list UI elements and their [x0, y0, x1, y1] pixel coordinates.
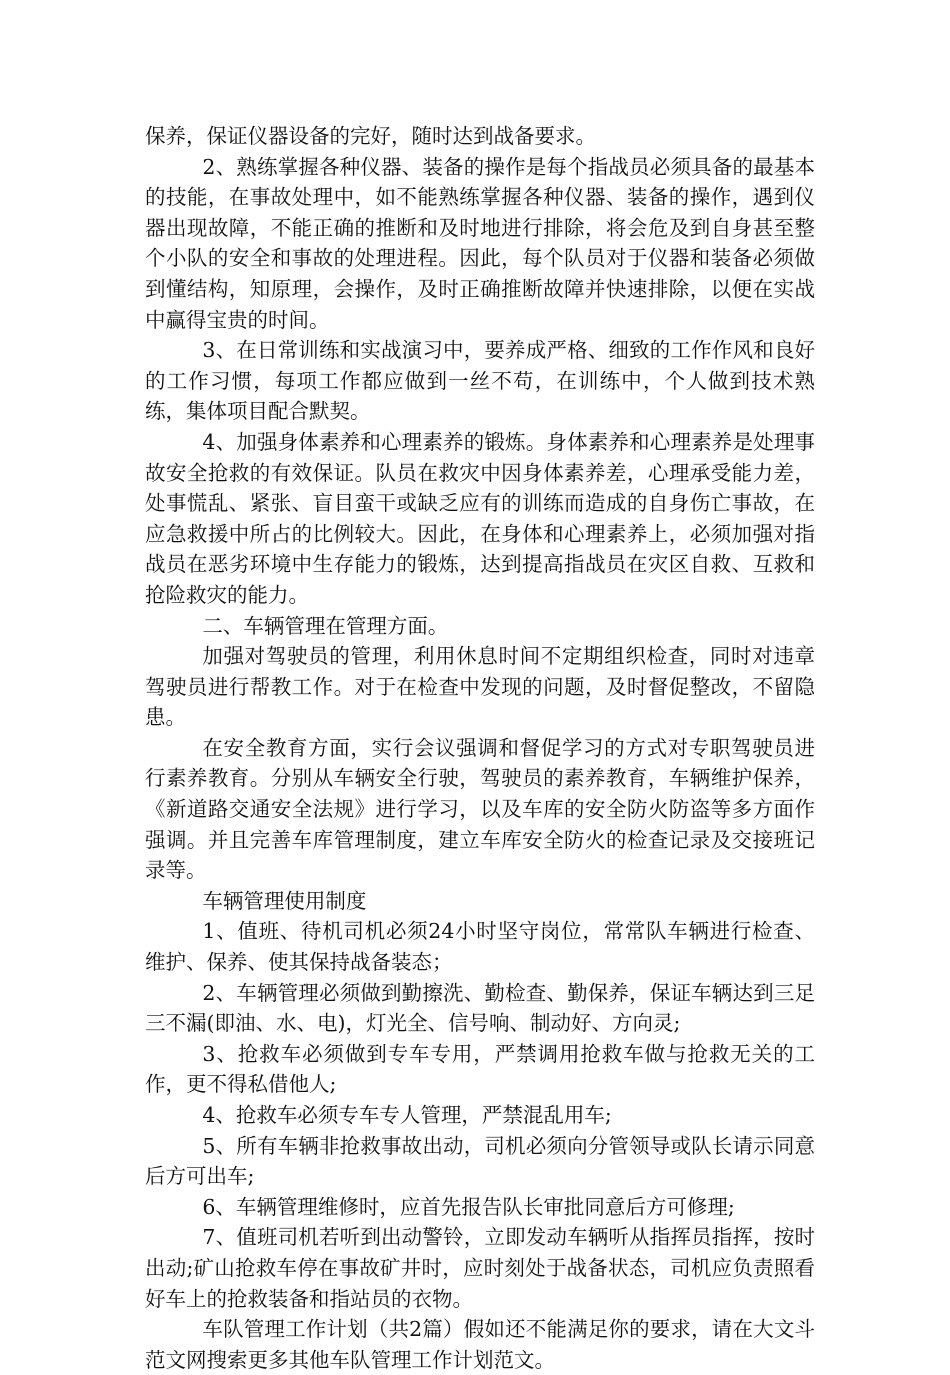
document-body [145, 121, 815, 1375]
rule-item-2: 2、车辆管理必须做到勤擦洗、勤检查、勤保养，保证车辆达到三足三不漏(即油、水、电)，灯光全、信号响、制动好、方向灵; [145, 980, 815, 1036]
paragraph-safety-education: 在安全教育方面，实行会议强调和督促学习的方式对专职驾驶员进行素养教育。分别从车辆安全行驶，驾驶员的素养教育，车辆维护保养，《新道路交通安全法规》进行学习，以及车库的安全防火防盗等多方面作强调。并且完善车库管理制度，建立车库安全防火的检查记录及交接班记录等。 [145, 735, 815, 883]
subheading-usage-rules: 车辆管理使用制度 [202, 888, 367, 913]
section-heading-vehicle-management: 二、车辆管理在管理方面。 [202, 613, 449, 638]
rule-item-7: 7、值班司机若听到出动警铃，立即发动车辆听从指挥员指挥，按时出动;矿山抢救车停在事故矿井时，应时刻处于战备状态，司机应负责照看好车上的抢救装备和指站员的衣物。 [145, 1225, 815, 1311]
closing-paragraph: 车队管理工作计划（共2篇）假如还不能满足你的要求，请在大文斗范文网搜索更多其他车队管理工作计划范文。 [145, 1317, 815, 1372]
rule-item-6: 6、车辆管理维修时，应首先报告队长审批同意后方可修理; [202, 1194, 735, 1219]
rule-item-3: 3、抢救车必须做到专车专用，严禁调用抢救车做与抢救无关的工作，更不得私借他人; [145, 1041, 815, 1097]
rule-item-5: 5、所有车辆非抢救事故出动，司机必须向分管领导或队长请示同意后方可出车; [145, 1133, 815, 1189]
paragraph-item-4: 4、加强身体素养和心理素养的锻炼。身体素养和心理素养是处理事故安全抢救的有效保证。队员在救灾中因身体素养差，心理承受能力差，处事慌乱、紧张、盲目蛮干或缺乏应有的训练而造成的自身伤亡事故，在应急救援中所占的比例较大。因此，在身体和心理素养上，必须加强对指战员在恶劣环境中生存能力的锻炼，达到提高指战员在灾区自救、互救和抢险救灾的能力。 [145, 429, 815, 607]
paragraph-driver-management: 加强对驾驶员的管理，利用休息时间不定期组织检查，同时对违章驾驶员进行帮教工作。对于在检查中发现的问题，及时督促整改，不留隐患。 [145, 644, 815, 730]
paragraph-continuation: 保养，保证仪器设备的完好，随时达到战备要求。 [145, 124, 596, 148]
paragraph-item-2: 2、熟练掌握各种仪器、装备的操作是每个指战员必须具备的最基本的技能，在事故处理中，如不能熟练掌握各种仪器、装备的操作，遇到仪器出现故障，不能正确的推断和及时地进行排除，将会危及到自身甚至整个小队的安全和事故的处理进程。因此，每个队员对于仪器和装备必须做到懂结构，知原理，会操作，及时正确推断故障并快速排除，以便在实战中赢得宝贵的时间。 [145, 154, 815, 332]
paragraph-item-3: 3、在日常训练和实战演习中，要养成严格、细致的工作作风和良好的工作习惯，每项工作都应做到一丝不苟，在训练中，个人做到技术熟练，集体项目配合默契。 [145, 338, 815, 424]
rule-item-1: 1、值班、待机司机必须24小时坚守岗位，常常队车辆进行检查、维护、保养、使其保持战备装态； [145, 919, 815, 975]
rule-item-4: 4、抢救车必须专车专人管理，严禁混乱用车; [202, 1103, 612, 1127]
